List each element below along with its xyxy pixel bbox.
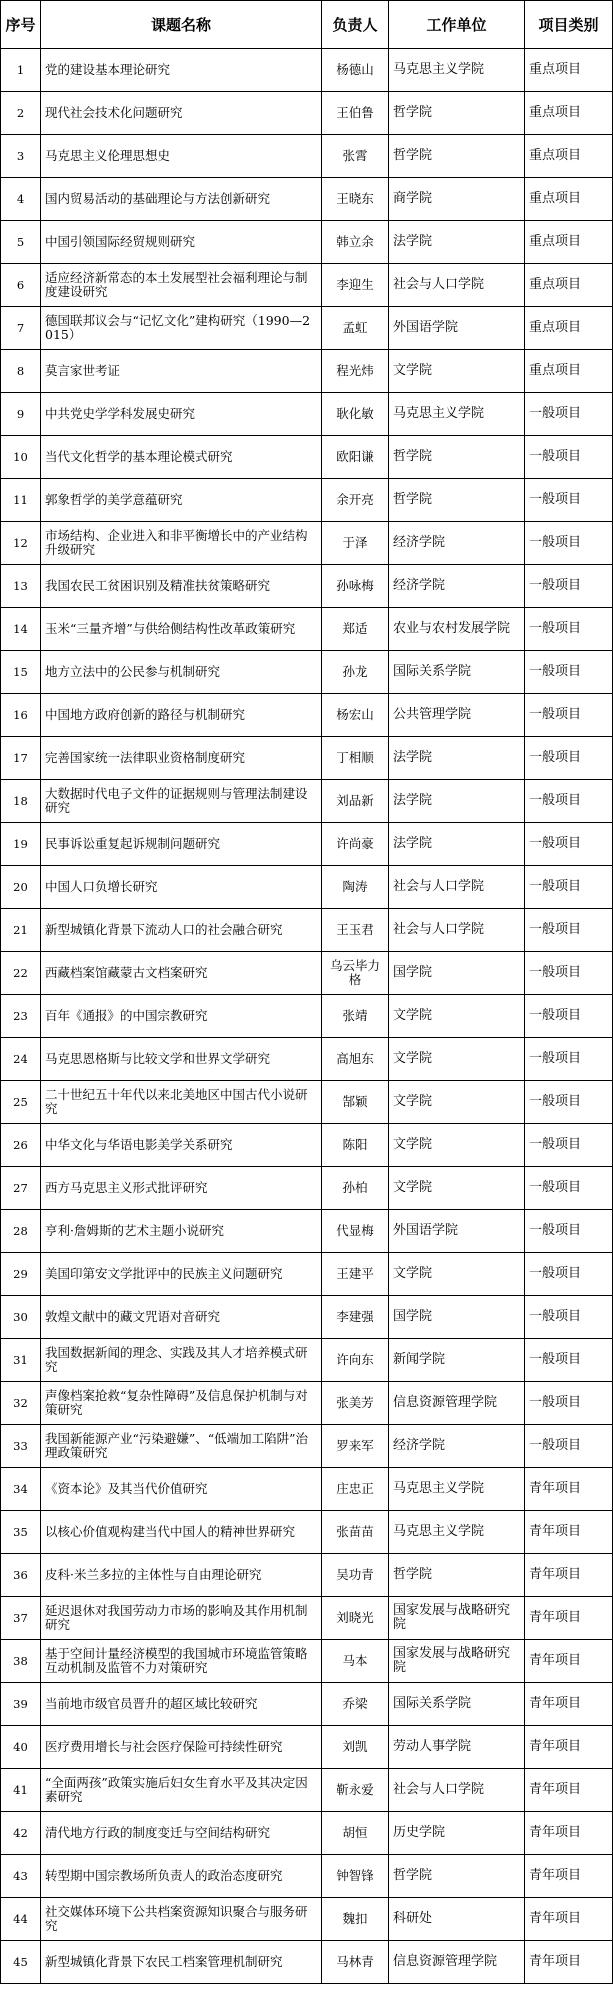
project-leader: 欧阳谦 — [322, 436, 389, 479]
row-index: 26 — [1, 1124, 41, 1167]
table-row — [1, 1081, 613, 1124]
table-body — [1, 49, 613, 1984]
table-row — [1, 651, 613, 694]
project-category: 一般项目 — [525, 1296, 613, 1339]
table-row — [1, 1597, 613, 1640]
table-row — [1, 1038, 613, 1081]
project-leader: 孙咏梅 — [322, 565, 389, 608]
project-leader: 庄忠正 — [322, 1468, 389, 1511]
header-category: 项目类别 — [525, 1, 613, 49]
project-leader: 许向东 — [322, 1339, 389, 1382]
table-row — [1, 909, 613, 952]
project-category: 一般项目 — [525, 1425, 613, 1468]
row-index: 7 — [1, 307, 41, 350]
project-leader: 孙龙 — [322, 651, 389, 694]
project-category: 青年项目 — [525, 1554, 613, 1597]
project-category: 一般项目 — [525, 393, 613, 436]
row-index: 20 — [1, 866, 41, 909]
work-unit: 经济学院 — [389, 522, 525, 565]
table-row — [1, 1210, 613, 1253]
project-category: 青年项目 — [525, 1683, 613, 1726]
work-unit: 社会与人口学院 — [389, 909, 525, 952]
row-index: 44 — [1, 1898, 41, 1941]
project-category: 青年项目 — [525, 1640, 613, 1683]
project-leader: 王伯鲁 — [322, 92, 389, 135]
table-row — [1, 1167, 613, 1210]
project-leader: 余开亮 — [322, 479, 389, 522]
project-title: 敦煌文献中的藏文咒语对音研究 — [41, 1296, 322, 1339]
row-index: 12 — [1, 522, 41, 565]
project-leader: 程光炜 — [322, 350, 389, 393]
work-unit: 法学院 — [389, 780, 525, 823]
row-index: 17 — [1, 737, 41, 780]
work-unit: 国际关系学院 — [389, 651, 525, 694]
project-title: 中国地方政府创新的路径与机制研究 — [41, 694, 322, 737]
header-unit: 工作单位 — [389, 1, 525, 49]
table-row — [1, 565, 613, 608]
project-title: 中共党史学学科发展史研究 — [41, 393, 322, 436]
project-title: 马克思主义伦理思想史 — [41, 135, 322, 178]
project-category: 一般项目 — [525, 909, 613, 952]
project-leader: 吴功青 — [322, 1554, 389, 1597]
header-index: 序号 — [1, 1, 41, 49]
project-leader: 王建平 — [322, 1253, 389, 1296]
project-category: 重点项目 — [525, 307, 613, 350]
project-title: 以核心价值观构建当代中国人的精神世界研究 — [41, 1511, 322, 1554]
project-category: 青年项目 — [525, 1812, 613, 1855]
project-title: 德国联邦议会与“记忆文化”建构研究（1990—2015） — [41, 307, 322, 350]
table-row — [1, 1425, 613, 1468]
project-leader: 马本 — [322, 1640, 389, 1683]
header-row — [1, 1, 613, 49]
table-row — [1, 264, 613, 307]
project-leader: 钟智锋 — [322, 1855, 389, 1898]
project-title: 声像档案抢救“复杂性障碍”及信息保护机制与对策研究 — [41, 1382, 322, 1425]
table-row — [1, 1511, 613, 1554]
row-index: 41 — [1, 1769, 41, 1812]
project-leader: 乌云毕力格 — [322, 952, 389, 995]
work-unit: 法学院 — [389, 221, 525, 264]
table-row — [1, 1941, 613, 1984]
project-category: 青年项目 — [525, 1855, 613, 1898]
work-unit: 外国语学院 — [389, 1210, 525, 1253]
work-unit: 国际关系学院 — [389, 1683, 525, 1726]
project-leader: 杨德山 — [322, 49, 389, 92]
row-index: 35 — [1, 1511, 41, 1554]
work-unit: 哲学院 — [389, 479, 525, 522]
project-title: 中国人口负增长研究 — [41, 866, 322, 909]
project-title: 新型城镇化背景下流动人口的社会融合研究 — [41, 909, 322, 952]
project-title: 大数据时代电子文件的证据规则与管理法制建设研究 — [41, 780, 322, 823]
row-index: 33 — [1, 1425, 41, 1468]
table-row — [1, 780, 613, 823]
project-title: 民事诉讼重复起诉规制问题研究 — [41, 823, 322, 866]
work-unit: 信息资源管理学院 — [389, 1382, 525, 1425]
row-index: 11 — [1, 479, 41, 522]
row-index: 32 — [1, 1382, 41, 1425]
project-title: 现代社会技术化问题研究 — [41, 92, 322, 135]
table-row — [1, 608, 613, 651]
work-unit: 文学院 — [389, 1167, 525, 1210]
table-row — [1, 393, 613, 436]
table-row — [1, 1769, 613, 1812]
work-unit: 农业与农村发展学院 — [389, 608, 525, 651]
project-title: 党的建设基本理论研究 — [41, 49, 322, 92]
project-title: 基于空间计量经济模型的我国城市环境监管策略互动机制及监管不力对策研究 — [41, 1640, 322, 1683]
project-title: 地方立法中的公民参与机制研究 — [41, 651, 322, 694]
table-row — [1, 1683, 613, 1726]
project-category: 一般项目 — [525, 565, 613, 608]
table-row — [1, 436, 613, 479]
row-index: 4 — [1, 178, 41, 221]
project-category: 一般项目 — [525, 608, 613, 651]
project-leader: 魏扣 — [322, 1898, 389, 1941]
work-unit: 国家发展与战略研究院 — [389, 1597, 525, 1640]
row-index: 22 — [1, 952, 41, 995]
project-leader: 刘晓光 — [322, 1597, 389, 1640]
work-unit: 马克思主义学院 — [389, 1468, 525, 1511]
work-unit: 历史学院 — [389, 1812, 525, 1855]
project-leader: 郜颖 — [322, 1081, 389, 1124]
row-index: 6 — [1, 264, 41, 307]
table-row — [1, 178, 613, 221]
work-unit: 商学院 — [389, 178, 525, 221]
project-title: 马克思恩格斯与比较文学和世界文学研究 — [41, 1038, 322, 1081]
project-leader: 张霄 — [322, 135, 389, 178]
project-leader: 乔梁 — [322, 1683, 389, 1726]
project-category: 重点项目 — [525, 264, 613, 307]
table-row — [1, 694, 613, 737]
table-row — [1, 1726, 613, 1769]
project-leader: 张美芳 — [322, 1382, 389, 1425]
project-title: 亨利·詹姆斯的艺术主题小说研究 — [41, 1210, 322, 1253]
project-title: 中华文化与华语电影美学关系研究 — [41, 1124, 322, 1167]
project-category: 一般项目 — [525, 952, 613, 995]
row-index: 40 — [1, 1726, 41, 1769]
project-category: 一般项目 — [525, 651, 613, 694]
row-index: 39 — [1, 1683, 41, 1726]
row-index: 36 — [1, 1554, 41, 1597]
project-category: 一般项目 — [525, 823, 613, 866]
project-title: 新型城镇化背景下农民工档案管理机制研究 — [41, 1941, 322, 1984]
table-row — [1, 995, 613, 1038]
row-index: 38 — [1, 1640, 41, 1683]
work-unit: 马克思主义学院 — [389, 1511, 525, 1554]
table-row — [1, 952, 613, 995]
work-unit: 社会与人口学院 — [389, 264, 525, 307]
row-index: 14 — [1, 608, 41, 651]
project-category: 一般项目 — [525, 522, 613, 565]
row-index: 2 — [1, 92, 41, 135]
project-leader: 杨宏山 — [322, 694, 389, 737]
table-row — [1, 1296, 613, 1339]
work-unit: 哲学院 — [389, 1855, 525, 1898]
row-index: 31 — [1, 1339, 41, 1382]
work-unit: 马克思主义学院 — [389, 49, 525, 92]
project-category: 青年项目 — [525, 1898, 613, 1941]
project-leader: 耿化敏 — [322, 393, 389, 436]
work-unit: 国学院 — [389, 952, 525, 995]
row-index: 25 — [1, 1081, 41, 1124]
row-index: 43 — [1, 1855, 41, 1898]
project-category: 一般项目 — [525, 1038, 613, 1081]
table-row — [1, 350, 613, 393]
project-leader: 许尚豪 — [322, 823, 389, 866]
project-title: 清代地方行政的制度变迁与空间结构研究 — [41, 1812, 322, 1855]
row-index: 42 — [1, 1812, 41, 1855]
project-category: 重点项目 — [525, 92, 613, 135]
work-unit: 信息资源管理学院 — [389, 1941, 525, 1984]
work-unit: 国家发展与战略研究院 — [389, 1640, 525, 1683]
row-index: 9 — [1, 393, 41, 436]
project-title: 我国农民工贫困识别及精准扶贫策略研究 — [41, 565, 322, 608]
row-index: 10 — [1, 436, 41, 479]
table-row — [1, 737, 613, 780]
project-leader: 王玉君 — [322, 909, 389, 952]
project-leader: 孟虹 — [322, 307, 389, 350]
row-index: 28 — [1, 1210, 41, 1253]
row-index: 45 — [1, 1941, 41, 1984]
project-category: 一般项目 — [525, 1124, 613, 1167]
project-category: 青年项目 — [525, 1597, 613, 1640]
project-leader: 孙柏 — [322, 1167, 389, 1210]
row-index: 27 — [1, 1167, 41, 1210]
project-leader: 刘凯 — [322, 1726, 389, 1769]
row-index: 23 — [1, 995, 41, 1038]
project-title: 西藏档案馆藏蒙古文档案研究 — [41, 952, 322, 995]
project-category: 一般项目 — [525, 1339, 613, 1382]
row-index: 3 — [1, 135, 41, 178]
work-unit: 法学院 — [389, 737, 525, 780]
project-category: 一般项目 — [525, 1382, 613, 1425]
row-index: 18 — [1, 780, 41, 823]
project-title: 完善国家统一法律职业资格制度研究 — [41, 737, 322, 780]
row-index: 24 — [1, 1038, 41, 1081]
project-category: 重点项目 — [525, 135, 613, 178]
work-unit: 新闻学院 — [389, 1339, 525, 1382]
project-title: 中国引领国际经贸规则研究 — [41, 221, 322, 264]
row-index: 19 — [1, 823, 41, 866]
project-leader: 张靖 — [322, 995, 389, 1038]
project-title: 医疗费用增长与社会医疗保险可持续性研究 — [41, 1726, 322, 1769]
project-category: 青年项目 — [525, 1726, 613, 1769]
row-index: 16 — [1, 694, 41, 737]
project-leader: 张苗苗 — [322, 1511, 389, 1554]
project-title: 百年《通报》的中国宗教研究 — [41, 995, 322, 1038]
project-category: 一般项目 — [525, 995, 613, 1038]
project-category: 青年项目 — [525, 1511, 613, 1554]
table-row — [1, 307, 613, 350]
table-row — [1, 1855, 613, 1898]
table-row — [1, 135, 613, 178]
project-category: 重点项目 — [525, 178, 613, 221]
project-leader: 郑适 — [322, 608, 389, 651]
work-unit: 哲学院 — [389, 436, 525, 479]
work-unit: 社会与人口学院 — [389, 1769, 525, 1812]
row-index: 8 — [1, 350, 41, 393]
row-index: 5 — [1, 221, 41, 264]
table-row — [1, 221, 613, 264]
work-unit: 社会与人口学院 — [389, 866, 525, 909]
work-unit: 法学院 — [389, 823, 525, 866]
project-category: 一般项目 — [525, 780, 613, 823]
project-leader: 李迎生 — [322, 264, 389, 307]
work-unit: 国学院 — [389, 1296, 525, 1339]
project-leader: 靳永爱 — [322, 1769, 389, 1812]
table-row — [1, 1468, 613, 1511]
row-index: 21 — [1, 909, 41, 952]
project-category: 一般项目 — [525, 694, 613, 737]
table-row — [1, 823, 613, 866]
work-unit: 劳动人事学院 — [389, 1726, 525, 1769]
project-category: 一般项目 — [525, 1210, 613, 1253]
row-index: 15 — [1, 651, 41, 694]
work-unit: 哲学院 — [389, 1554, 525, 1597]
table-row — [1, 1124, 613, 1167]
work-unit: 哲学院 — [389, 135, 525, 178]
project-title: 我国数据新闻的理念、实践及其人才培养模式研究 — [41, 1339, 322, 1382]
table-row — [1, 522, 613, 565]
project-title: 转型期中国宗教场所负责人的政治态度研究 — [41, 1855, 322, 1898]
table-row — [1, 1812, 613, 1855]
project-leader: 代显梅 — [322, 1210, 389, 1253]
project-title: 当代文化哲学的基本理论模式研究 — [41, 436, 322, 479]
project-leader: 陶涛 — [322, 866, 389, 909]
project-category: 一般项目 — [525, 866, 613, 909]
project-title: 皮科·米兰多拉的主体性与自由理论研究 — [41, 1554, 322, 1597]
project-title: 莫言家世考证 — [41, 350, 322, 393]
project-category: 一般项目 — [525, 436, 613, 479]
project-title: 二十世纪五十年代以来北美地区中国古代小说研究 — [41, 1081, 322, 1124]
project-title: 我国新能源产业“污染避嫌”、“低端加工陷阱”治理政策研究 — [41, 1425, 322, 1468]
table-row — [1, 1898, 613, 1941]
project-title: 延迟退休对我国劳动力市场的影响及其作用机制研究 — [41, 1597, 322, 1640]
work-unit: 经济学院 — [389, 565, 525, 608]
project-category: 重点项目 — [525, 221, 613, 264]
work-unit: 公共管理学院 — [389, 694, 525, 737]
row-index: 30 — [1, 1296, 41, 1339]
project-leader: 陈阳 — [322, 1124, 389, 1167]
project-category: 一般项目 — [525, 737, 613, 780]
project-category: 一般项目 — [525, 1253, 613, 1296]
project-leader: 马林青 — [322, 1941, 389, 1984]
project-title: 市场结构、企业进入和非平衡增长中的产业结构升级研究 — [41, 522, 322, 565]
project-category: 一般项目 — [525, 1167, 613, 1210]
project-title: 社交媒体环境下公共档案资源知识聚合与服务研究 — [41, 1898, 322, 1941]
project-leader: 高旭东 — [322, 1038, 389, 1081]
work-unit: 文学院 — [389, 1038, 525, 1081]
work-unit: 文学院 — [389, 1124, 525, 1167]
project-title: 美国印第安文学批评中的民族主义问题研究 — [41, 1253, 322, 1296]
table-row — [1, 479, 613, 522]
work-unit: 外国语学院 — [389, 307, 525, 350]
project-leader: 于泽 — [322, 522, 389, 565]
project-leader: 刘品新 — [322, 780, 389, 823]
project-title: 国内贸易活动的基础理论与方法创新研究 — [41, 178, 322, 221]
table-row — [1, 92, 613, 135]
project-title: “全面两孩”政策实施后妇女生育水平及其决定因素研究 — [41, 1769, 322, 1812]
project-category: 青年项目 — [525, 1941, 613, 1984]
project-title: 《资本论》及其当代价值研究 — [41, 1468, 322, 1511]
project-category: 一般项目 — [525, 479, 613, 522]
project-title: 西方马克思主义形式批评研究 — [41, 1167, 322, 1210]
project-category: 一般项目 — [525, 1081, 613, 1124]
work-unit: 经济学院 — [389, 1425, 525, 1468]
row-index: 37 — [1, 1597, 41, 1640]
project-category: 青年项目 — [525, 1769, 613, 1812]
project-category: 青年项目 — [525, 1468, 613, 1511]
work-unit: 马克思主义学院 — [389, 393, 525, 436]
project-title: 当前地市级官员晋升的超区域比较研究 — [41, 1683, 322, 1726]
table-row — [1, 1640, 613, 1683]
work-unit: 文学院 — [389, 350, 525, 393]
work-unit: 文学院 — [389, 995, 525, 1038]
row-index: 13 — [1, 565, 41, 608]
table-row — [1, 1554, 613, 1597]
project-leader: 李建强 — [322, 1296, 389, 1339]
row-index: 29 — [1, 1253, 41, 1296]
table-row — [1, 49, 613, 92]
work-unit: 哲学院 — [389, 92, 525, 135]
table-row — [1, 1339, 613, 1382]
work-unit: 文学院 — [389, 1081, 525, 1124]
row-index: 1 — [1, 49, 41, 92]
project-leader: 王晓东 — [322, 178, 389, 221]
project-title: 适应经济新常态的本土发展型社会福利理论与制度建设研究 — [41, 264, 322, 307]
work-unit: 文学院 — [389, 1253, 525, 1296]
table-row — [1, 1253, 613, 1296]
project-category: 重点项目 — [525, 350, 613, 393]
table-row — [1, 866, 613, 909]
table-row — [1, 1382, 613, 1425]
project-title: 玉米“三量齐增”与供给侧结构性改革政策研究 — [41, 608, 322, 651]
project-title: 郭象哲学的美学意蕴研究 — [41, 479, 322, 522]
project-category: 重点项目 — [525, 49, 613, 92]
header-leader: 负责人 — [322, 1, 389, 49]
project-leader: 胡恒 — [322, 1812, 389, 1855]
project-leader: 韩立余 — [322, 221, 389, 264]
header-title: 课题名称 — [41, 1, 322, 49]
project-leader: 罗来军 — [322, 1425, 389, 1468]
row-index: 34 — [1, 1468, 41, 1511]
project-leader: 丁相顺 — [322, 737, 389, 780]
work-unit: 科研处 — [389, 1898, 525, 1941]
